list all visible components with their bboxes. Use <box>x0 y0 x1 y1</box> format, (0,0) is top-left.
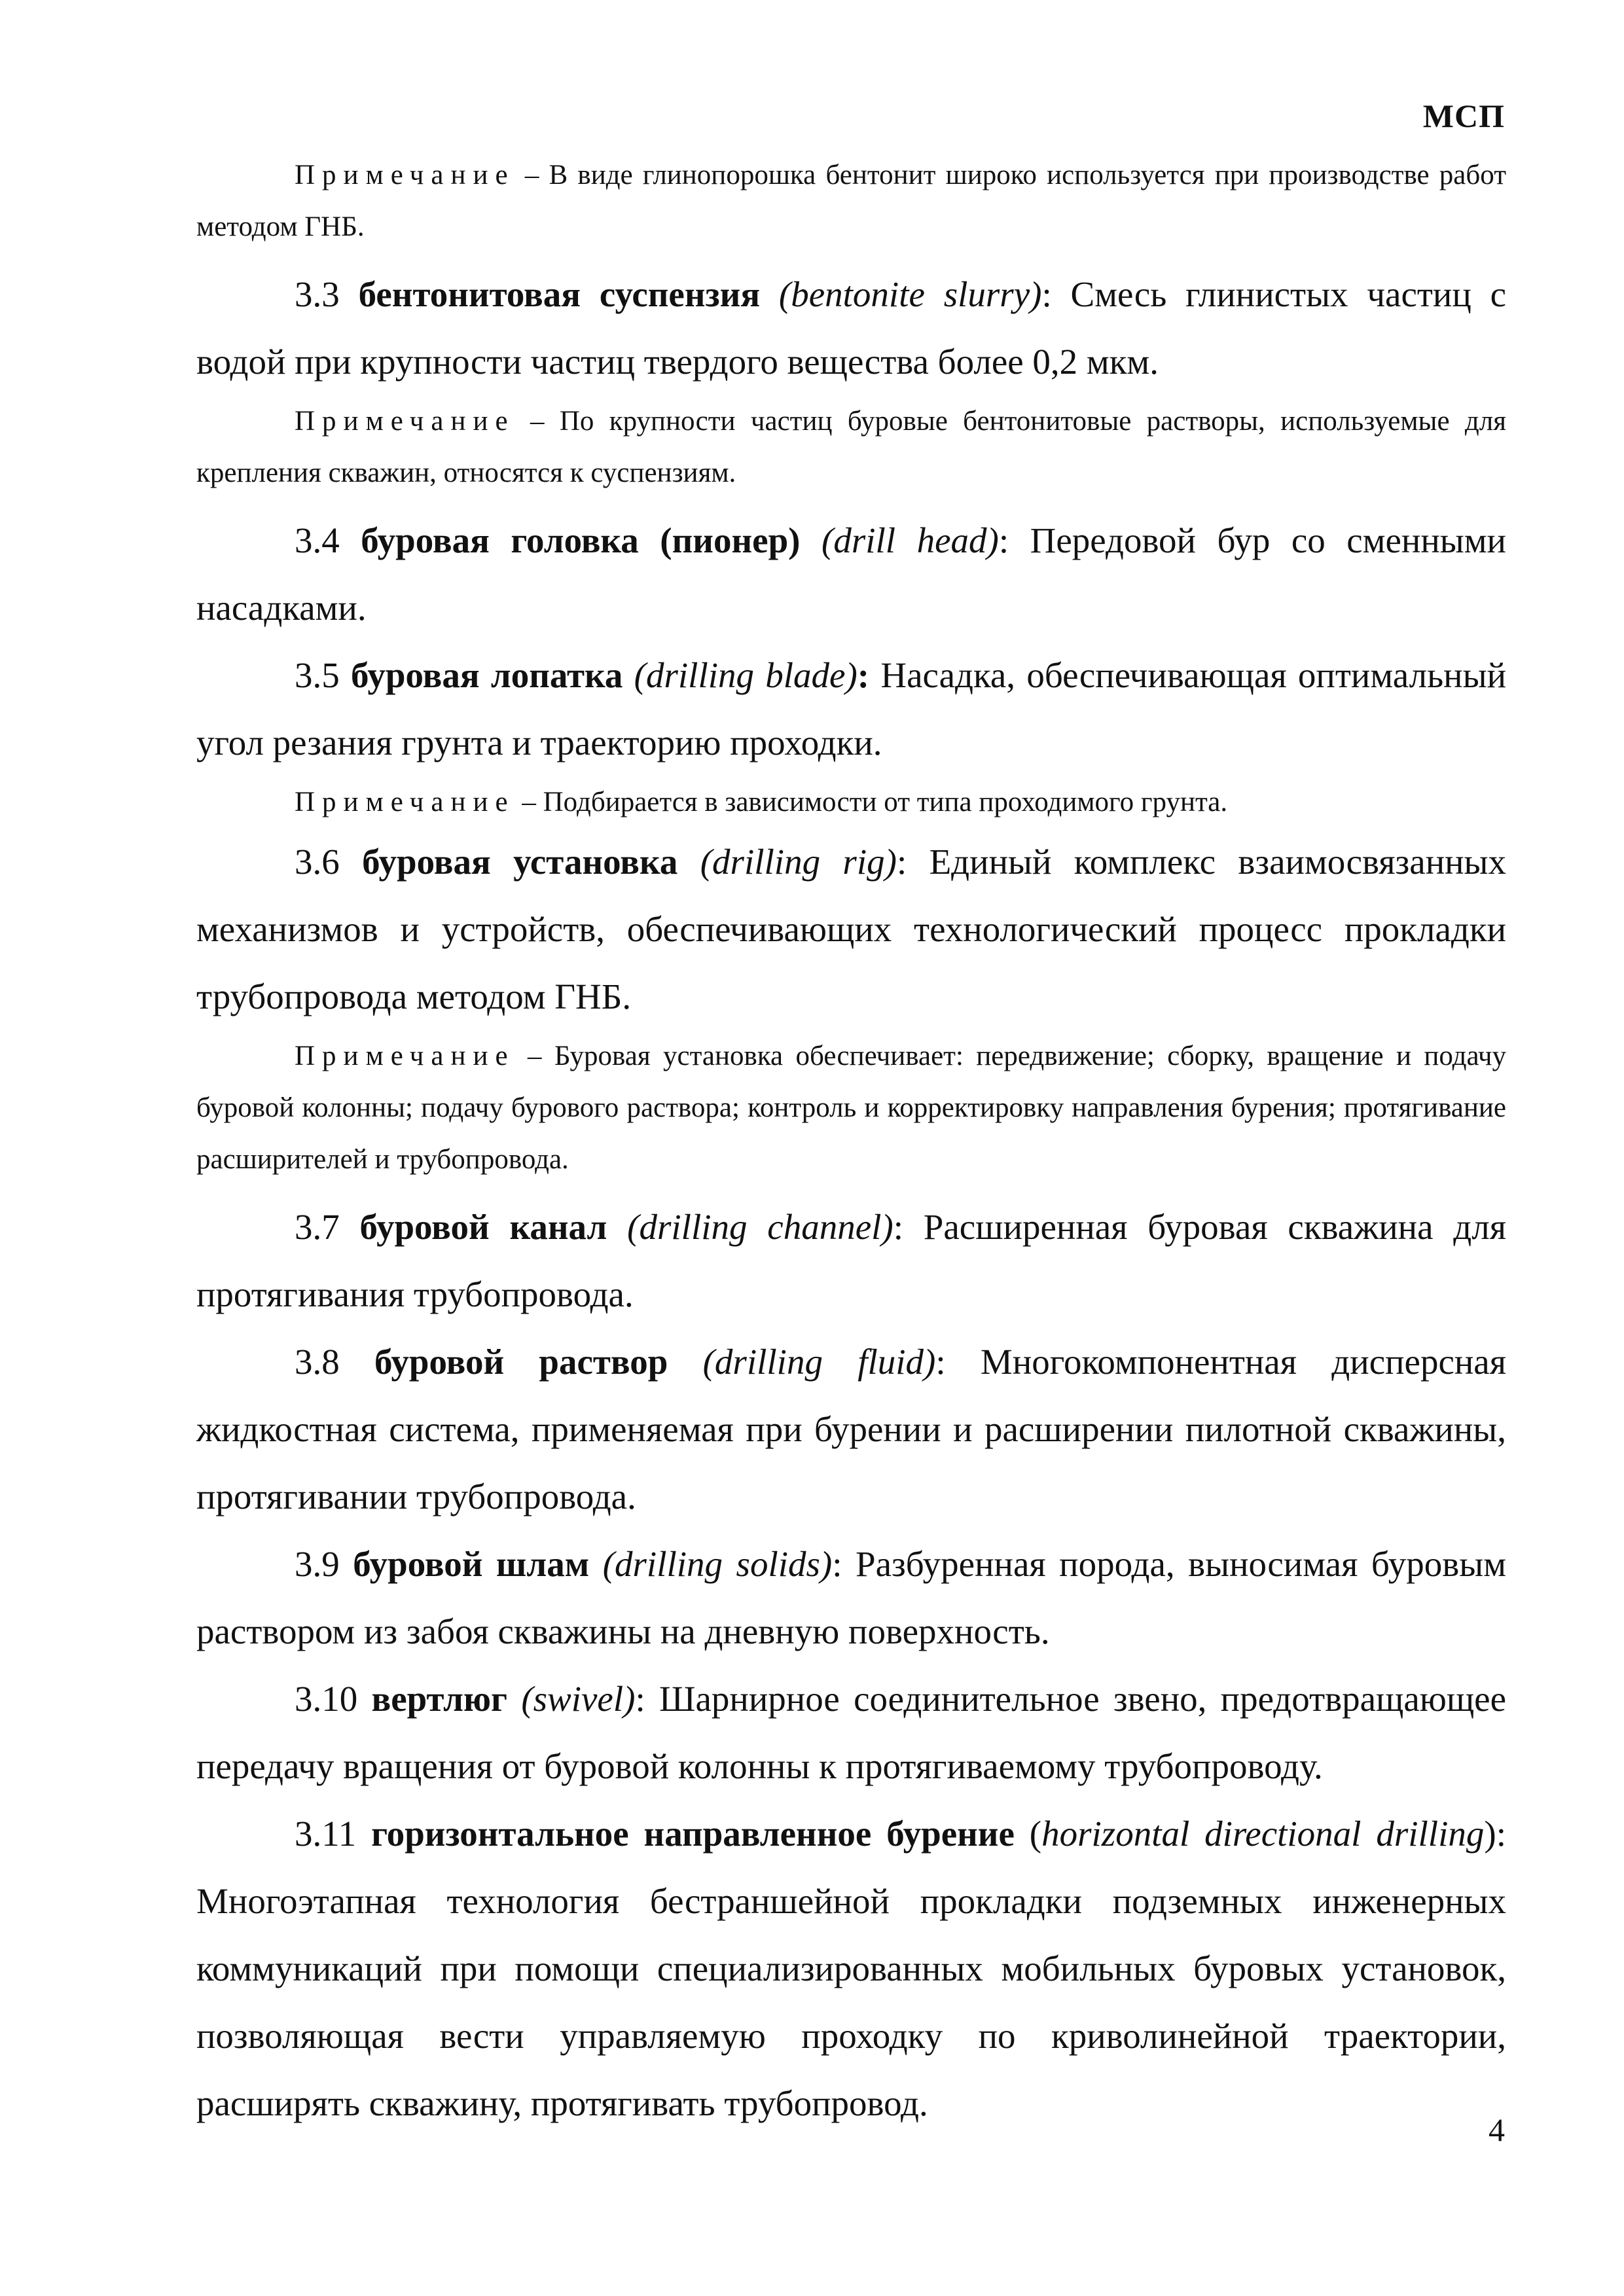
term-definition: : Смесь глинистых частиц с водой при крупности частиц твердого вещества более 0,2 мкм. <box>196 274 1506 382</box>
term-3-9 <box>196 1530 1506 1665</box>
term-english: horizontal directional drilling <box>1041 1814 1485 1854</box>
term-colon: : <box>857 655 870 695</box>
term-number: 3.4 <box>295 520 361 560</box>
note-text: – Буровая установка обеспечивает: передвижение; сборку, вращение и подачу буровой колонны; подачу бурового раствора; контроль и корректировку направления бурения; протягивание расширителей и трубопровода. <box>196 1041 1506 1175</box>
term-name: буровой шлам <box>353 1544 590 1584</box>
note-label: Примечание <box>295 160 515 190</box>
term-english: (drilling solids) <box>589 1544 833 1584</box>
term-english: (bentonite slurry) <box>760 274 1042 314</box>
note-label: Примечание <box>295 1041 515 1071</box>
term-english: (drilling channel) <box>607 1207 893 1247</box>
term-name: буровая лопатка <box>351 655 623 695</box>
term-name: вертлюг <box>371 1679 508 1719</box>
term-name: бентонитовая суспензия <box>358 274 761 314</box>
term-definition: : Расширенная буровая скважина для протягивания трубопровода. <box>196 1207 1507 1314</box>
term-3-3 <box>196 260 1506 395</box>
term-english: (drill head) <box>800 520 999 560</box>
term-english: (swivel) <box>507 1679 636 1719</box>
term-definition: : Единый комплекс взаимосвязанных механизмов и устройств, обеспечивающих технологический процесс прокладки трубопровода методом ГНБ. <box>196 842 1507 1016</box>
term-definition: ): Многоэтапная технология бестраншейной прокладки подземных инженерных коммуникаций при помощи специализированных мобильных буровых установок, позволяющая вести управляемую проходку по криволинейной траектории, расширять скважину, протягивать трубопровод. <box>196 1814 1506 2123</box>
term-number: 3.10 <box>295 1679 372 1719</box>
term-3-8 <box>196 1328 1506 1530</box>
term-3-6 <box>196 828 1506 1030</box>
note-text: – По крупности частиц буровые бентонитовые растворы, используемые для крепления скважин, относятся к суспензиям. <box>196 406 1506 488</box>
note-text: – Подбирается в зависимости от типа проходимого грунта. <box>514 787 1228 817</box>
term-paren-open: ( <box>1014 1814 1042 1854</box>
term-number: 3.6 <box>295 842 363 882</box>
term-number: 3.8 <box>295 1342 375 1382</box>
document-code: МСП <box>1422 98 1505 134</box>
term-3-4 <box>196 507 1506 641</box>
document-body <box>196 149 1506 2137</box>
term-name: буровой канал <box>359 1207 607 1247</box>
term-number: 3.3 <box>295 274 359 314</box>
note-soil-type <box>196 776 1506 828</box>
page-number: 4 <box>1489 2111 1505 2148</box>
note-bentonite-powder <box>196 149 1506 253</box>
term-number: 3.11 <box>295 1814 372 1854</box>
term-name: горизонтальное направленное бурение <box>371 1814 1015 1854</box>
term-number: 3.7 <box>295 1207 360 1247</box>
term-number: 3.9 <box>295 1544 353 1584</box>
term-definition: : Многокомпонентная дисперсная жидкостная система, применяемая при бурении и расширении пилотной скважины, протягивании трубопровода. <box>196 1342 1507 1516</box>
note-label: Примечание <box>295 406 515 437</box>
term-definition: : Передовой бур со сменными насадками. <box>196 520 1506 628</box>
term-definition: : Разбуренная порода, выносимая буровым раствором из забоя скважины на дневную поверхность. <box>196 1544 1507 1651</box>
term-definition: : Шарнирное соединительное звено, предотвращающее передачу вращения от буровой колонны к протягиваемому трубопроводу. <box>196 1679 1507 1786</box>
term-english: (drilling rig) <box>677 842 897 882</box>
term-3-7 <box>196 1193 1506 1328</box>
term-english: (drilling blade) <box>623 655 857 695</box>
note-drilling-rig <box>196 1030 1506 1185</box>
term-english: (drilling fluid) <box>668 1342 936 1382</box>
note-particle-size <box>196 395 1506 499</box>
term-3-5 <box>196 641 1506 776</box>
note-label: Примечание <box>295 787 515 817</box>
term-name: буровая установка <box>362 842 678 882</box>
term-number: 3.5 <box>295 655 352 695</box>
term-name: буровая головка (пионер) <box>361 520 801 560</box>
note-text: – В виде глинопорошка бентонит широко используется при производстве работ методом ГНБ. <box>196 160 1506 242</box>
term-3-11 <box>196 1800 1506 2137</box>
term-definition: Насадка, обеспечивающая оптимальный угол резания грунта и траекторию проходки. <box>196 655 1507 762</box>
term-3-10 <box>196 1665 1506 1800</box>
term-name: буровой раствор <box>374 1342 668 1382</box>
